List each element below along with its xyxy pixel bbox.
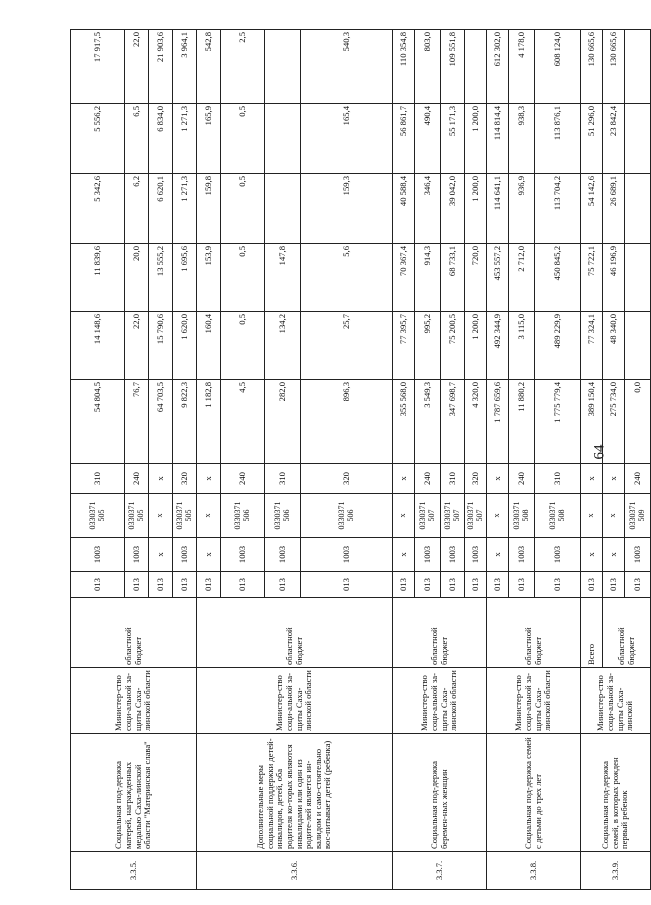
value-year-3: 40 588,4	[393, 174, 415, 244]
value-year-2: 153,9	[197, 244, 221, 312]
expense-type: x	[581, 464, 603, 494]
value-year-3: 113 704,2	[535, 174, 581, 244]
value-year-2: 75 722,1	[581, 244, 603, 312]
total-value: 4,5	[221, 380, 265, 464]
expense-type: 320	[301, 464, 393, 494]
executor: Министер-ство соци-альной за-щиты Саха-линской области	[71, 668, 197, 734]
grbs-code: 013	[265, 572, 301, 598]
value-year-3: 1 200,0	[465, 174, 487, 244]
section-code: 1003	[465, 538, 487, 572]
value-year-4: 0,5	[221, 104, 265, 174]
target-code: x	[393, 494, 415, 538]
total-value: 282,0	[265, 380, 301, 464]
section-code: 1003	[221, 538, 265, 572]
section-code: 1003	[71, 538, 125, 572]
value-year-5: 3 964,1	[173, 30, 197, 104]
value-year-3: 0,5	[221, 174, 265, 244]
page-number: 64	[591, 444, 608, 460]
value-year-4: 6 834,0	[149, 104, 173, 174]
total-value: 9 822,3	[173, 380, 197, 464]
total-value: 3 549,3	[415, 380, 441, 464]
value-year-2: 68 733,1	[441, 244, 465, 312]
value-year-2: 70 367,4	[393, 244, 415, 312]
value-year-5: 542,8	[197, 30, 221, 104]
funding-source: областной бюджет	[487, 598, 581, 668]
table-row	[197, 30, 221, 890]
value-year-1: 160,4	[197, 312, 221, 380]
section-code: 1003	[125, 538, 149, 572]
row-id: 3.3.7.	[393, 852, 487, 890]
row-id: 3.3.8.	[487, 852, 581, 890]
value-year-5: 109 551,8	[441, 30, 465, 104]
target-code: 0330371 505	[173, 494, 197, 538]
table-row	[393, 30, 415, 890]
total-value: 0,0	[625, 380, 651, 464]
section-code: 1003	[535, 538, 581, 572]
value-year-4: 490,4	[415, 104, 441, 174]
expense-type: x	[149, 464, 173, 494]
value-year-3: 346,4	[415, 174, 441, 244]
value-year-2: 450 845,2	[535, 244, 581, 312]
value-year-3: 159,3	[301, 174, 393, 244]
value-year-2: 2 712,0	[509, 244, 535, 312]
rotated-table-container	[70, 30, 646, 890]
value-year-1: 25,7	[301, 312, 393, 380]
value-year-4: 165,9	[197, 104, 221, 174]
value-year-4: 23 842,4	[603, 104, 625, 174]
executor: Министер-ство соци-альной за-щиты Саха-линской	[581, 668, 651, 734]
total-value: 389 150,4	[581, 380, 603, 464]
grbs-code: 013	[197, 572, 221, 598]
total-value: 1 182,8	[197, 380, 221, 464]
measure-name: Социальная под-держка семей, в которых рожден первый ребенок	[581, 734, 651, 852]
value-year-2: 453 557,2	[487, 244, 509, 312]
measure-name: Социальная под-держка беремен-ных женщин	[393, 734, 487, 852]
table-row	[71, 30, 125, 890]
grbs-code: 013	[393, 572, 415, 598]
value-year-2: 0,5	[221, 244, 265, 312]
table-row	[581, 30, 603, 890]
value-year-5: 130 665,6	[603, 30, 625, 104]
value-year-1: 492 344,9	[487, 312, 509, 380]
value-year-3: 5 342,6	[71, 174, 125, 244]
measure-name: Социальная под-держка матерей, награжденных медалью Саха-линской области "Материнская слава"	[71, 734, 197, 852]
expense-type: 310	[71, 464, 125, 494]
executor: Министер-ство соци-альной за-щиты Саха-линской области	[197, 668, 393, 734]
row-id: 3.3.9.	[581, 852, 651, 890]
section-code: 1003	[301, 538, 393, 572]
executor: Министер-ство соци-альной за-щиты Саха-линской области	[393, 668, 487, 734]
grbs-code: 013	[603, 572, 625, 598]
value-year-5: 130 665,6	[581, 30, 603, 104]
value-year-2: 5,6	[301, 244, 393, 312]
value-year-1: 1 200,0	[465, 312, 487, 380]
target-code: 0330371 508	[509, 494, 535, 538]
total-value: 896,3	[301, 380, 393, 464]
value-year-2: 20,0	[125, 244, 149, 312]
grbs-code: 013	[149, 572, 173, 598]
total-value: 1 775 779,4	[535, 380, 581, 464]
total-value: 4 320,0	[465, 380, 487, 464]
target-code: x	[581, 494, 603, 538]
value-year-1: 77 395,7	[393, 312, 415, 380]
expense-type: x	[603, 464, 625, 494]
value-year-2: 1 695,6	[173, 244, 197, 312]
expense-type: 310	[265, 464, 301, 494]
value-year-1: 134,2	[265, 312, 301, 380]
value-year-1: 0,5	[221, 312, 265, 380]
value-year-4: 6,5	[125, 104, 149, 174]
value-year-4: 5 556,2	[71, 104, 125, 174]
section-code: 1003	[265, 538, 301, 572]
total-value: 1 787 659,6	[487, 380, 509, 464]
target-code: 0330371 506	[301, 494, 393, 538]
funding-source: Всего	[581, 598, 603, 668]
section-code: 1003	[509, 538, 535, 572]
value-year-1: 48 340,0	[603, 312, 625, 380]
value-year-1: 75 200,5	[441, 312, 465, 380]
total-value: 355 568,0	[393, 380, 415, 464]
section-code: 1003	[173, 538, 197, 572]
expense-type: 320	[173, 464, 197, 494]
value-year-2: 13 555,2	[149, 244, 173, 312]
section-code: x	[603, 538, 625, 572]
target-code: 0330371 505	[125, 494, 149, 538]
grbs-code: 013	[221, 572, 265, 598]
expense-type: 320	[465, 464, 487, 494]
value-year-1: 22,0	[125, 312, 149, 380]
total-value: 64 703,5	[149, 380, 173, 464]
value-year-3: 6 620,1	[149, 174, 173, 244]
row-id: 3.3.6.	[197, 852, 393, 890]
value-year-3: 114 641,1	[487, 174, 509, 244]
value-year-2: 46 196,9	[603, 244, 625, 312]
total-value: 11 880,2	[509, 380, 535, 464]
section-code: x	[197, 538, 221, 572]
section-code: 1003	[625, 538, 651, 572]
value-year-3: 26 689,1	[603, 174, 625, 244]
value-year-5: 803,0	[415, 30, 441, 104]
expense-type: x	[487, 464, 509, 494]
value-year-1: 489 229,9	[535, 312, 581, 380]
expense-type: 310	[535, 464, 581, 494]
expense-type: 240	[509, 464, 535, 494]
value-year-2: 914,3	[415, 244, 441, 312]
value-year-5: 21 903,6	[149, 30, 173, 104]
section-code: 1003	[441, 538, 465, 572]
value-year-1: 1 620,0	[173, 312, 197, 380]
funding-source: областной бюджет	[393, 598, 487, 668]
value-year-5: 540,3	[301, 30, 393, 104]
total-value: 347 698,7	[441, 380, 465, 464]
value-year-1: 14 148,6	[71, 312, 125, 380]
value-year-1: 15 790,6	[149, 312, 173, 380]
grbs-code: 013	[465, 572, 487, 598]
target-code: 0330371 508	[535, 494, 581, 538]
budget-table	[70, 29, 651, 890]
grbs-code: 013	[581, 572, 603, 598]
funding-source: областной бюджет	[71, 598, 197, 668]
value-year-1: 995,2	[415, 312, 441, 380]
value-year-1: 3 115,0	[509, 312, 535, 380]
value-year-1: 77 324,1	[581, 312, 603, 380]
value-year-4: 1 271,3	[173, 104, 197, 174]
grbs-code: 013	[71, 572, 125, 598]
grbs-code: 013	[487, 572, 509, 598]
target-code: 0330371 507	[465, 494, 487, 538]
section-code: x	[487, 538, 509, 572]
expense-type: 310	[441, 464, 465, 494]
value-year-5: 4 178,0	[509, 30, 535, 104]
funding-source: областной бюджет	[197, 598, 393, 668]
target-code: 0330371 506	[265, 494, 301, 538]
value-year-3: 159,8	[197, 174, 221, 244]
measure-name: Дополнительные меры социальной поддержки детей-инвалидов, детей, оба родителя ко-торых являются инвалидами или один из родите-лей является ин-валидом и само-стоятельно вос-питывает детей (ребенка)	[197, 734, 393, 852]
target-code: x	[197, 494, 221, 538]
value-year-5: 2,5	[221, 30, 265, 104]
grbs-code: 013	[509, 572, 535, 598]
expense-type: x	[393, 464, 415, 494]
value-year-4: 113 876,1	[535, 104, 581, 174]
target-code: 0330371 505	[71, 494, 125, 538]
value-year-5: 22,0	[125, 30, 149, 104]
total-value: 275 734,0	[603, 380, 625, 464]
grbs-code: 013	[173, 572, 197, 598]
target-code: x	[149, 494, 173, 538]
executor: Министер-ство соци-альной за-щиты Саха-линской области	[487, 668, 581, 734]
section-code: x	[581, 538, 603, 572]
expense-type: 240	[625, 464, 651, 494]
target-code: 0330371 507	[415, 494, 441, 538]
value-year-3: 1 271,3	[173, 174, 197, 244]
value-year-5: 612 302,0	[487, 30, 509, 104]
grbs-code: 013	[535, 572, 581, 598]
value-year-4: 55 171,3	[441, 104, 465, 174]
expense-type: 240	[125, 464, 149, 494]
section-code: x	[393, 538, 415, 572]
expense-type: x	[197, 464, 221, 494]
grbs-code: 013	[441, 572, 465, 598]
value-year-2: 147,8	[265, 244, 301, 312]
grbs-code: 013	[301, 572, 393, 598]
value-year-3: 54 142,6	[581, 174, 603, 244]
value-year-4: 114 814,4	[487, 104, 509, 174]
table-row	[487, 30, 509, 890]
value-year-3: 39 042,0	[441, 174, 465, 244]
row-id: 3.3.5.	[71, 852, 197, 890]
total-value: 76,7	[125, 380, 149, 464]
target-code: 0330371 507	[441, 494, 465, 538]
value-year-4: 165,4	[301, 104, 393, 174]
value-year-4: 56 861,7	[393, 104, 415, 174]
grbs-code: 013	[125, 572, 149, 598]
value-year-5: 608 124,0	[535, 30, 581, 104]
measure-name: Социальная под-держка семей с детьми до трех лет	[487, 734, 581, 852]
target-code: 0330371 506	[221, 494, 265, 538]
value-year-5: 110 354,8	[393, 30, 415, 104]
value-year-2: 720,0	[465, 244, 487, 312]
funding-source: областной бюджет	[603, 598, 651, 668]
total-value: 54 804,5	[71, 380, 125, 464]
expense-type: 240	[415, 464, 441, 494]
section-code: x	[149, 538, 173, 572]
value-year-3: 936,9	[509, 174, 535, 244]
value-year-4: 1 200,0	[465, 104, 487, 174]
target-code: x	[487, 494, 509, 538]
target-code: 0330371 509	[625, 494, 651, 538]
value-year-2: 11 839,6	[71, 244, 125, 312]
value-year-4: 938,3	[509, 104, 535, 174]
value-year-4: 51 296,0	[581, 104, 603, 174]
value-year-5: 17 917,5	[71, 30, 125, 104]
target-code: x	[603, 494, 625, 538]
grbs-code: 013	[625, 572, 651, 598]
section-code: 1003	[415, 538, 441, 572]
grbs-code: 013	[415, 572, 441, 598]
expense-type: 240	[221, 464, 265, 494]
value-year-3: 6,2	[125, 174, 149, 244]
